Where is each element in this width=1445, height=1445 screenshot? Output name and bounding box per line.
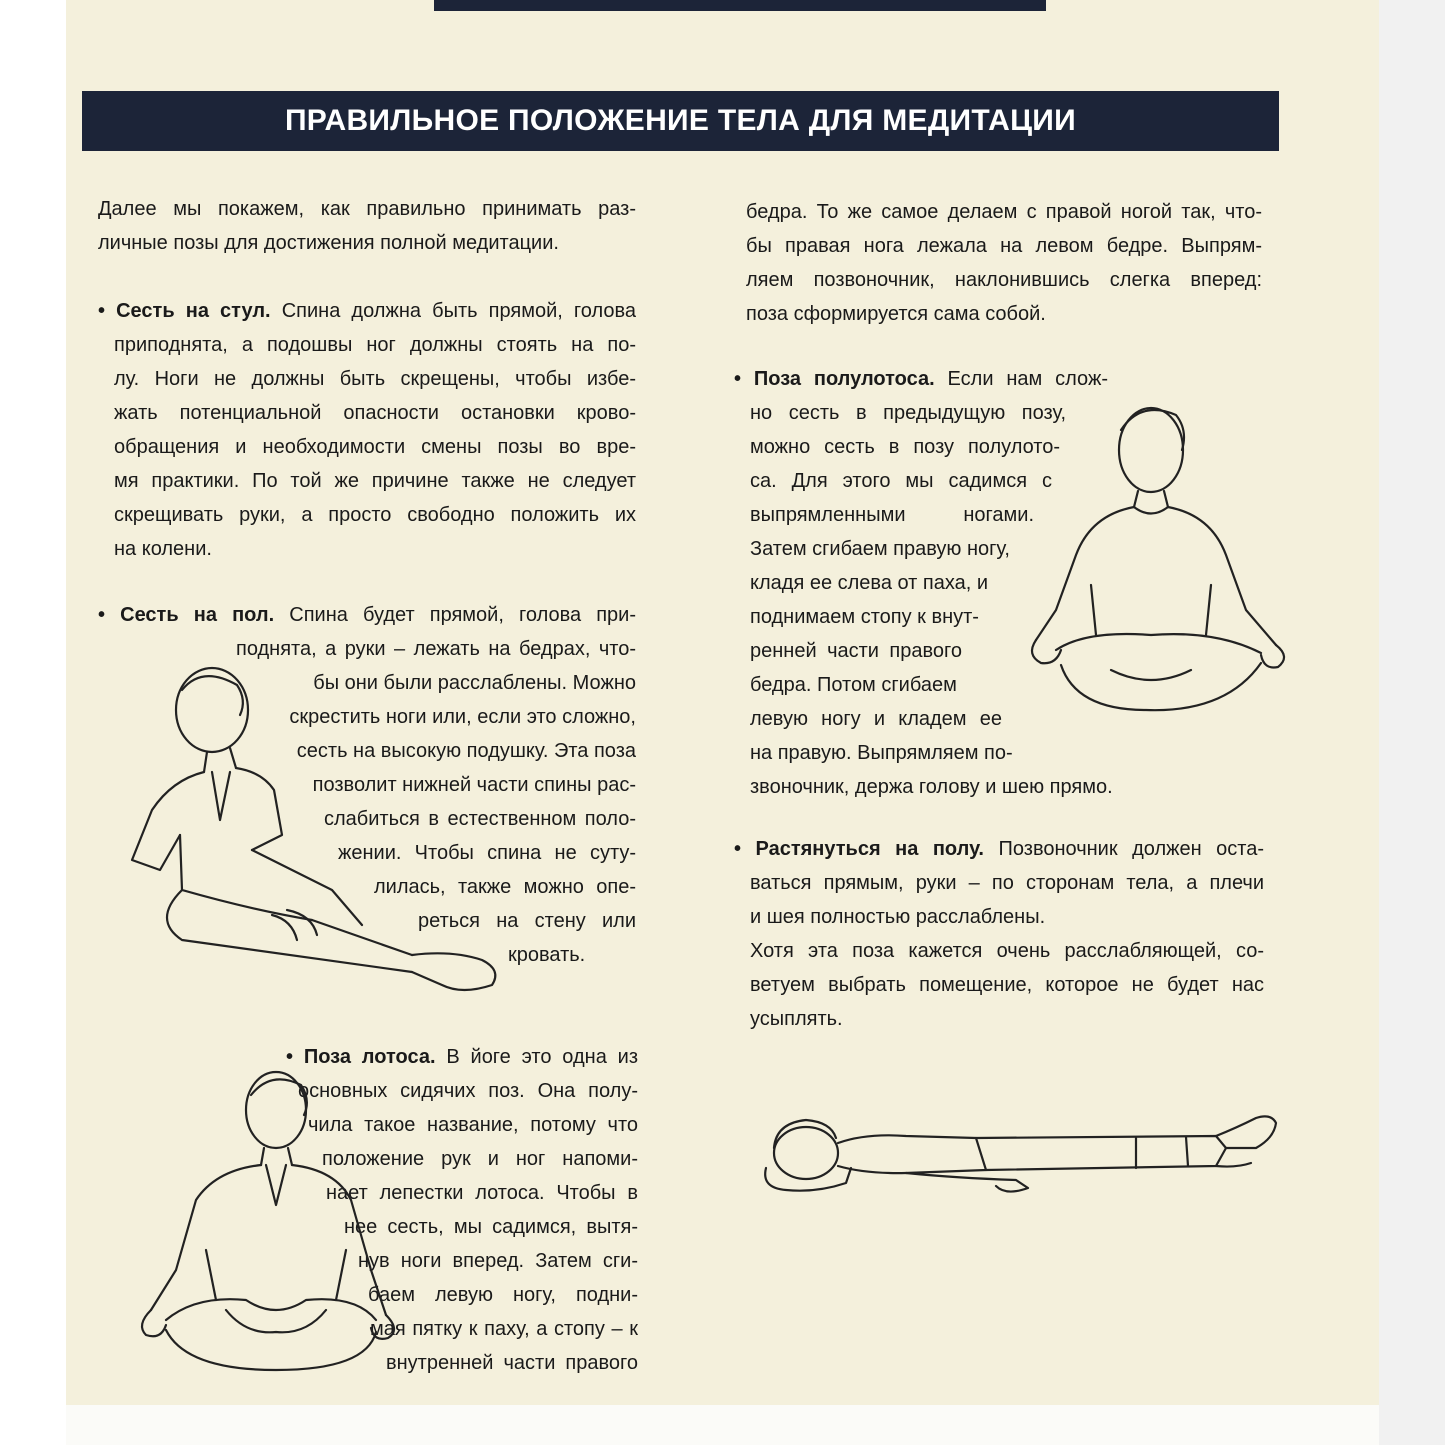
- lotus-line: основных сидячих поз. Она полу-: [298, 1080, 638, 1102]
- half-lotus-line: кладя ее слева от паха, и: [750, 572, 989, 594]
- lying-line: усыплять.: [750, 1008, 843, 1030]
- lotus-line: чила такое название, потому что: [308, 1114, 638, 1136]
- floor-line: сесть на высокую подушку. Эта поза: [296, 740, 636, 762]
- lotus-term: • Поза лотоса.: [286, 1046, 436, 1068]
- previous-header-strip: [434, 0, 1046, 11]
- chair-paragraph: [98, 294, 636, 566]
- chair-term: • Сесть на стул.: [98, 300, 271, 322]
- chair-line: скрещивать руки, а просто свободно положить их: [114, 504, 636, 526]
- lying-line: Хотя эта поза кажется очень расслабляющей, со-: [750, 940, 1264, 962]
- lotus-cont-line: ляем позвоночник, наклонившись слегка вперед:: [746, 269, 1262, 291]
- lying-paragraph: [734, 832, 1264, 1036]
- half-lotus-line: Если нам слож-: [934, 368, 1108, 390]
- lotus-line: нув ноги вперед. Затем сги-: [358, 1250, 638, 1272]
- floor-line: лилась, также можно опе-: [374, 876, 636, 898]
- half-lotus-line: поднимаем стопу к внут-: [750, 606, 979, 628]
- half-lotus-line: левую ногу и кладем ее: [750, 708, 1002, 730]
- floor-line: скрестить ноги или, если это сложно,: [289, 706, 636, 728]
- lotus-line: нает лепестки лотоса. Чтобы в: [326, 1182, 638, 1204]
- chair-line: жать потенциальной опасности остановки крово-: [114, 402, 636, 424]
- right-margin: [1379, 0, 1445, 1445]
- lying-line: Позвоночник должен оста-: [984, 838, 1264, 860]
- half-lotus-term: • Поза полулотоса.: [734, 368, 935, 390]
- lotus-line: нее сесть, мы садимся, вытя-: [344, 1216, 638, 1238]
- half-lotus-line: на правую. Выпрямляем по-: [750, 742, 1013, 764]
- lying-line: ваться прямым, руки – по сторонам тела, а плечи: [750, 872, 1264, 894]
- lotus-line: внутренней части правого: [386, 1352, 638, 1374]
- intro-line: личные позы для достижения полной медитации.: [98, 232, 559, 254]
- lotus-cont-line: бы правая нога лежала на левом бедре. Выпрям-: [746, 235, 1262, 257]
- lying-line: и шея полностью расслаблены.: [750, 906, 1046, 928]
- chair-line: лу. Ноги не должны быть скрещены, чтобы избе-: [114, 368, 636, 390]
- floor-line: поднята, а руки – лежать на бедрах, что-: [236, 638, 636, 660]
- half-lotus-line: можно сесть в позу полулото-: [750, 436, 1060, 458]
- half-lotus-line: бедра. Потом сгибаем: [750, 674, 957, 696]
- half-lotus-line: ренней части правого: [750, 640, 962, 662]
- half-lotus-illustration: [1016, 395, 1296, 725]
- page-title: ПРАВИЛЬНОЕ ПОЛОЖЕНИЕ ТЕЛА ДЛЯ МЕДИТАЦИИ: [82, 91, 1279, 151]
- page-bottom-edge: [66, 1405, 1379, 1445]
- lotus-line: положение рук и ног напоми-: [322, 1148, 638, 1170]
- floor-line: Спина будет прямой, голова при-: [274, 604, 637, 626]
- floor-line: жении. Чтобы спина не суту-: [338, 842, 636, 864]
- lotus-line: баем левую ногу, подни-: [368, 1284, 638, 1306]
- left-margin: [0, 0, 66, 1445]
- lying-illustration: [756, 1108, 1286, 1208]
- floor-line: реться на стену или: [418, 910, 636, 932]
- lotus-line: В йоге это одна из: [435, 1046, 638, 1068]
- lying-term: • Растянуться на полу.: [734, 838, 984, 860]
- chair-line: мя практики. По той же причине также не следует: [114, 470, 636, 492]
- floor-line: бы они были расслаблены. Можно: [313, 672, 636, 694]
- floor-sitting-illustration: [112, 660, 512, 1020]
- chair-line: Спина должна быть прямой, голова: [270, 300, 636, 322]
- book-page: [66, 0, 1379, 1445]
- chair-line: на колени.: [114, 538, 212, 560]
- floor-line: слабиться в естественном поло-: [324, 808, 636, 830]
- chair-line: приподнята, а подошвы ног должны стоять на по-: [114, 334, 636, 356]
- intro-paragraph: [98, 192, 636, 260]
- lying-line: ветуем выбрать помещение, которое не будет нас: [750, 974, 1264, 996]
- half-lotus-line: звоночник, держа голову и шею прямо.: [750, 776, 1113, 798]
- floor-line: кровать.: [508, 944, 586, 966]
- half-lotus-line: но сесть в предыдущую позу,: [750, 402, 1066, 424]
- lotus-illustration: [106, 1070, 396, 1390]
- lotus-continuation: [746, 195, 1262, 331]
- half-lotus-line: Затем сгибаем правую ногу,: [750, 538, 1010, 560]
- lotus-cont-line: бедра. То же самое делаем с правой ногой так, что-: [746, 201, 1262, 223]
- floor-term: • Сесть на пол.: [98, 604, 275, 626]
- floor-line: позволит нижней части спины рас-: [312, 774, 636, 796]
- chair-line: обращения и необходимости смены позы во вре-: [114, 436, 636, 458]
- lotus-line: мая пятку к паху, а стопу – к: [370, 1318, 638, 1340]
- intro-line: Далее мы покажем, как правильно принимать раз-: [98, 198, 636, 220]
- half-lotus-line: са. Для этого мы садимся с: [750, 470, 1052, 492]
- half-lotus-line: выпрямленными ногами.: [750, 504, 1034, 526]
- lotus-cont-line: поза сформируется сама собой.: [746, 303, 1046, 325]
